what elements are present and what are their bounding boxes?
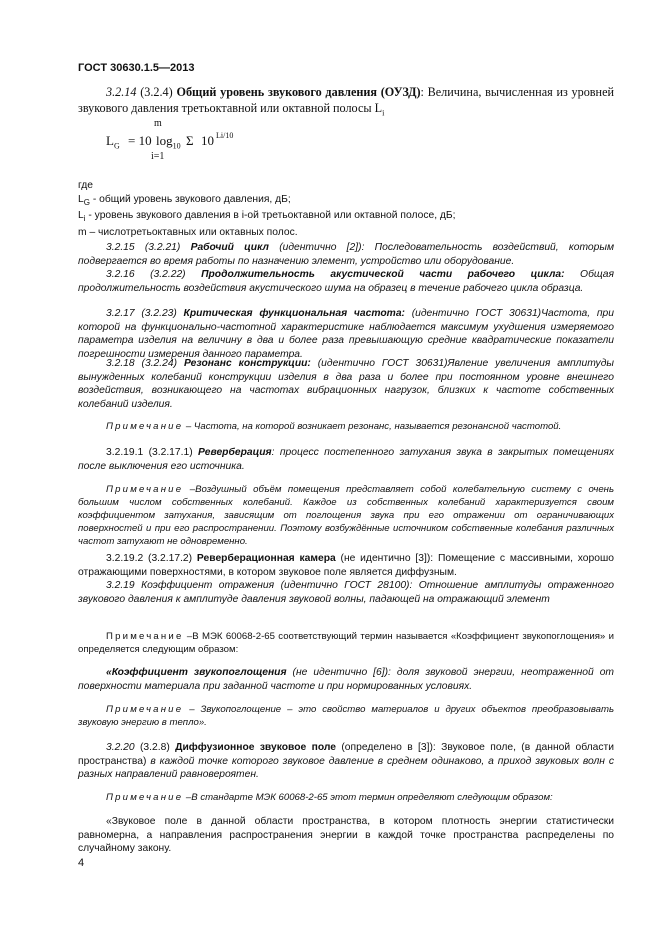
term: Рабочий цикл: [190, 242, 269, 253]
definition: : Величина, вычисленная из уровней звукового давления третьоктавной или октавной полосы L: [78, 85, 615, 115]
clause-number: 3.2.14: [106, 85, 137, 99]
subscript: i: [382, 108, 385, 118]
paragraph-3-2-14: [78, 84, 614, 121]
note-label: Примечание: [106, 704, 184, 715]
formula-upper-limit: m: [154, 118, 162, 129]
formula-base: 10: [201, 133, 214, 148]
where-line-3: m – числотретьоктавных или октавных полос.: [78, 226, 298, 238]
formula-sigma: Σ: [186, 133, 194, 148]
clause-ref: (3.2.4): [140, 85, 173, 99]
term: Коэффициент отражения: [141, 580, 275, 591]
quote-diffuse-field: «Звуковое поле в данной области пространства, в котором плотность энергии статистически равномерна, а направления распространения энергии в каждой точке пространства распределены по случайному закону.: [78, 816, 614, 855]
term: «Коэффициент звукопоглощения: [106, 667, 287, 678]
where-line-2: $L_i$ - уровень звукового давления в i-ой третьоктавной или октавной полосе, дБ;: [78, 210, 456, 224]
term: Общий уровень звукового давления (ОУЗД): [176, 85, 421, 99]
paragraph-3-2-17: 3.2.17 (3.2.23) Критическая функциональная частота: (идентично ГОСТ 30631)Частота, при которой на функционально-частотной характеристике наблюдается максимум ухудшения измеряемого параметра изделия на величину в два и более раза превышающую средние квадратические показатели погрешности измерения данного параметра.: [78, 308, 614, 360]
note-5: Примечание –В стандарте МЭК 60068-2-65 этот термин определяют следующим образом:: [106, 792, 553, 803]
paragraph-3-2-18: 3.2.18 (3.2.24) Резонанс конструкции: (идентично ГОСТ 30631)Явление увеличения амплитуды вынужденных колебаний конструкции изделия в два раза и более при постоянном уровне внешнего воздействия, возникающего на частотах вибрационных нагрузок, близких к частоте собственных колебаний изделия.: [78, 358, 614, 410]
paragraph-3-2-15: 3.2.15 (3.2.21) Рабочий цикл (идентично [2]): Последовательность воздействий, которым подвергается во время работы по назначению элемент, устройство или оборудование.: [78, 242, 614, 267]
term: Диффузионное звуковое поле: [175, 742, 336, 753]
note-label: Примечание: [106, 631, 184, 642]
note-label: Примечание: [106, 792, 184, 803]
paragraph-3-2-19-1: 3.2.19.1 (3.2.17.1) Реверберация: процесс постепенного затухания звука в закрытых помещениях после выключения его источника.: [78, 447, 614, 472]
note-1: Примечание – Частота, на которой возникает резонанс, называется резонансной частотой.: [106, 421, 562, 432]
formula-lhs: $L_G$: [106, 133, 120, 151]
page-number: 4: [78, 857, 85, 869]
term: Реверберация: [198, 447, 272, 458]
where-block: [78, 179, 614, 239]
paragraph-3-2-20: 3.2.20 (3.2.8) Диффузионное звуковое поле (определено в [3]): Звуковое поле, (в данной области пространства) в каждой точке которого звуковое давление в среднем одинаково, а приход звуковых волн с разных направлений равновероятен.: [78, 742, 614, 781]
note-label: Примечание: [106, 484, 184, 495]
quote-absorption: «Коэффициент звукопоглощения (не идентично [6]): доля звуковой энергии, неотраженной от поверхности материала при заданной частоте и при нормированных условиях.: [78, 667, 614, 692]
term: Резонанс конструкции:: [183, 358, 311, 369]
note-3: Примечание –В МЭК 60068-2-65 соответствующий термин называется «Коэффициент звукопоглощения» и определяется следующим образом:: [78, 631, 614, 655]
formula-lower-limit: i=1: [151, 151, 165, 162]
paragraph-3-2-16: 3.2.16 (3.2.22) Продолжительность акустической части рабочего цикла: Общая продолжительность воздействия акустического шума на образец в течение рабочего цикла образца.: [78, 269, 614, 294]
document-header: ГОСТ 30630.1.5—2013: [78, 62, 195, 74]
term: Продолжительность акустической части рабочего цикла:: [201, 269, 565, 280]
formula-exponent: Li/10: [216, 131, 234, 140]
note-2: Примечание –Воздушный объём помещения представляет собой колебательную систему с очень большим числом собственных колебаний. Каждое из собственных колебаний характеризуется своим коэффициентом затухания, зависящим от поглощения звука при его отражении от ограничивающих поверхностей и при его распространении. Поэтому возбуждённые источником собственные колебания различных частот затухают не одновременно.: [78, 484, 614, 547]
formula-eq: = 10: [128, 133, 152, 148]
where-label: где: [78, 180, 94, 191]
paragraph-3-2-19: 3.2.19 Коэффициент отражения (идентично ГОСТ 28100): Отношение амплитуды отраженного звукового давления к амплитуде давления звуковой волны, падающей на отражающий элемент: [78, 580, 614, 605]
where-line-1: $L_G$ - общий уровень звукового давления, дБ;: [78, 193, 291, 207]
formula-log: $\log_{10}$: [156, 133, 181, 151]
note-4: Примечание – Звукопоглощение – это свойство материалов и других объектов преобразовывать звуковую энергию в тепло».: [78, 704, 614, 728]
note-label: Примечание: [106, 421, 184, 432]
term: Реверберационная камера: [196, 553, 336, 564]
term: Критическая функциональная частота:: [183, 308, 405, 319]
paragraph-3-2-19-2: 3.2.19.2 (3.2.17.2) Реверберационная камера (не идентично [3]): Помещение с массивными, хорошо отражающими поверхностями, в котором звуковое поле является диффузным.: [78, 553, 614, 578]
